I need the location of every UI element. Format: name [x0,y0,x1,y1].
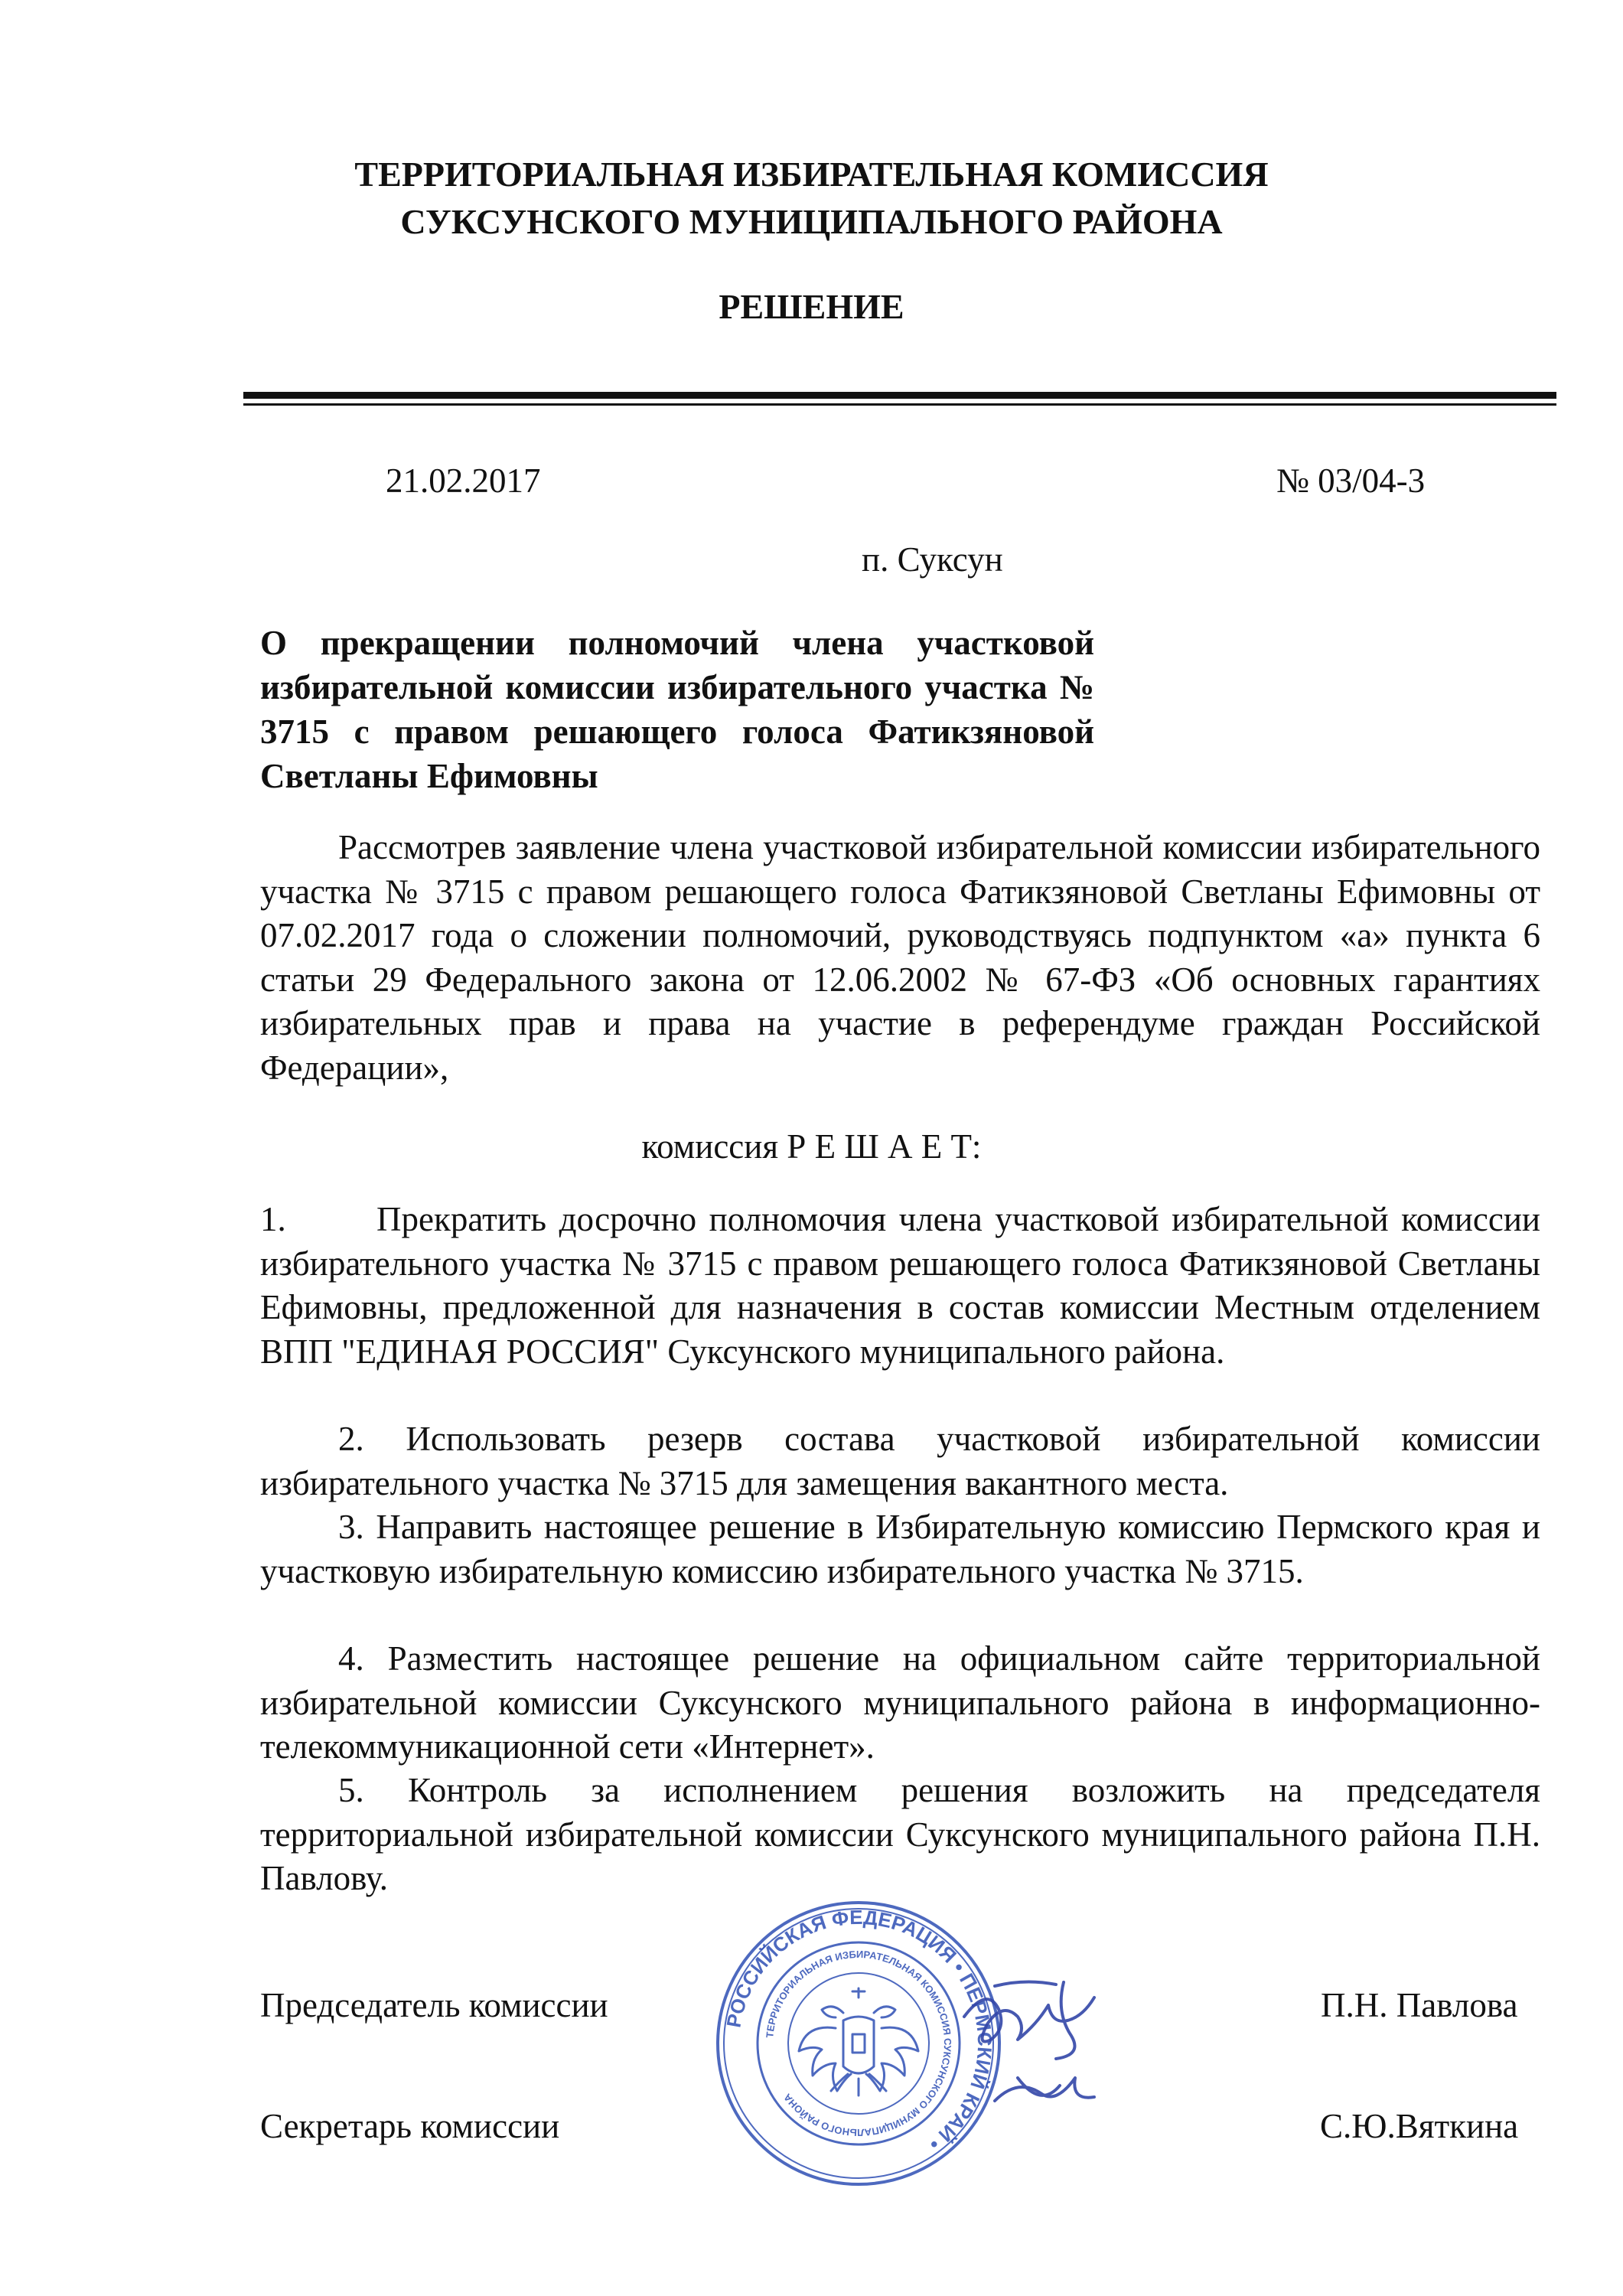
decision-item-3 [260,1505,1540,1593]
decision-item-2 [260,1417,1540,1505]
decision-item-1 [260,1198,1540,1374]
preamble-paragraph: Рассмотрев заявление члена участковой избирательной комиссии избирательного участка № 3715 с правом решающего голоса Фатикзяновой Светланы Ефимовны от 07.02.2017 года о сложении полномочий, руководствуясь подпунктом «а» пункта 6 статьи 29 Федерального закона от 12.06.2002 № 67-ФЗ «Об основных гарантиях избирательных прав и права на участие в референдуме граждан Российской Федерации», [260,828,1540,1087]
header-rule-thin [243,403,1556,406]
chair-name: П.Н. Павлова [1321,1986,1518,2024]
item-number: 2. [338,1420,364,1458]
item-number: 4. [338,1639,364,1678]
item-number: 1. [260,1200,286,1238]
item-text: Прекратить досрочно полномочия члена участковой избирательной комиссии избирательного участка № 3715 с правом решающего голоса Фатикзяновой Светланы Ефимовны, предложенной для назначения в состав комиссии Местным отделением ВПП "ЕДИНАЯ РОССИЯ" Суксунского муниципального района. [260,1200,1540,1371]
decides-heading: комиссия Р Е Ш А Е Т: [641,1127,982,1166]
svg-text:РОССИЙСКАЯ ФЕДЕРАЦИЯ • ПЕРМСКИ: РОССИЙСКАЯ ФЕДЕРАЦИЯ • ПЕРМСКИЙ КРАЙ • [722,1905,997,2156]
item-number: 5. [338,1771,364,1809]
item-text: Использовать резерв состава участковой избирательной комиссии избирательного участка № 3715 для замещения вакантного места. [260,1420,1541,1502]
header-rule-thick [243,392,1556,399]
secretary-title: Секретарь комиссии [260,2107,560,2145]
decision-item-4 [260,1637,1540,1769]
secretary-name: С.Ю.Вяткина [1320,2107,1519,2145]
chair-title: Председатель комиссии [260,1986,608,2024]
document-type: РЕШЕНИЕ [719,287,904,326]
item-text: Контроль за исполнением решения возложить на председателя территориальной избирательной комиссии Суксунского муниципального района П.Н. Павлову. [260,1771,1541,1897]
svg-text:ТЕРРИТОРИАЛЬНАЯ ИЗБИРАТЕЛЬНАЯ: ТЕРРИТОРИАЛЬНАЯ ИЗБИРАТЕЛЬНАЯ КОМИССИЯ СУКСУНСКОГО МУНИЦИПАЛЬНОГО РАЙОНА [764,1948,954,2139]
commission-name-line1: ТЕРРИТОРИАЛЬНАЯ ИЗБИРАТЕЛЬНАЯ КОМИССИЯ [354,155,1269,194]
decision-item-5 [260,1769,1540,1901]
chair-signature [949,1963,1133,2147]
handwritten-signature-icon [949,1963,1133,2147]
item-text: Направить настоящее решение в Избирательную комиссию Пермского края и участковую избирательную комиссию избирательного участка № 3715. [260,1508,1540,1590]
document-number: № 03/04-3 [1276,461,1426,500]
item-number: 3. [338,1508,364,1546]
document-subject: О прекращении полномочий члена участковой избирательной комиссии избирательного участка № 3715 с правом решающего голоса Фатикзяновой Светланы Ефимовны [260,624,1094,795]
commission-name-line2: СУКСУНСКОГО МУНИЦИПАЛЬНОГО РАЙОНА [400,202,1223,241]
document-date: 21.02.2017 [386,461,541,500]
document-place: п. Суксун [862,540,1003,579]
item-text: Разместить настоящее решение на официальном сайте территориальной избирательной комиссии Суксунского муниципального района в информационно-телекоммуникационной сети «Интернет». [260,1639,1540,1766]
